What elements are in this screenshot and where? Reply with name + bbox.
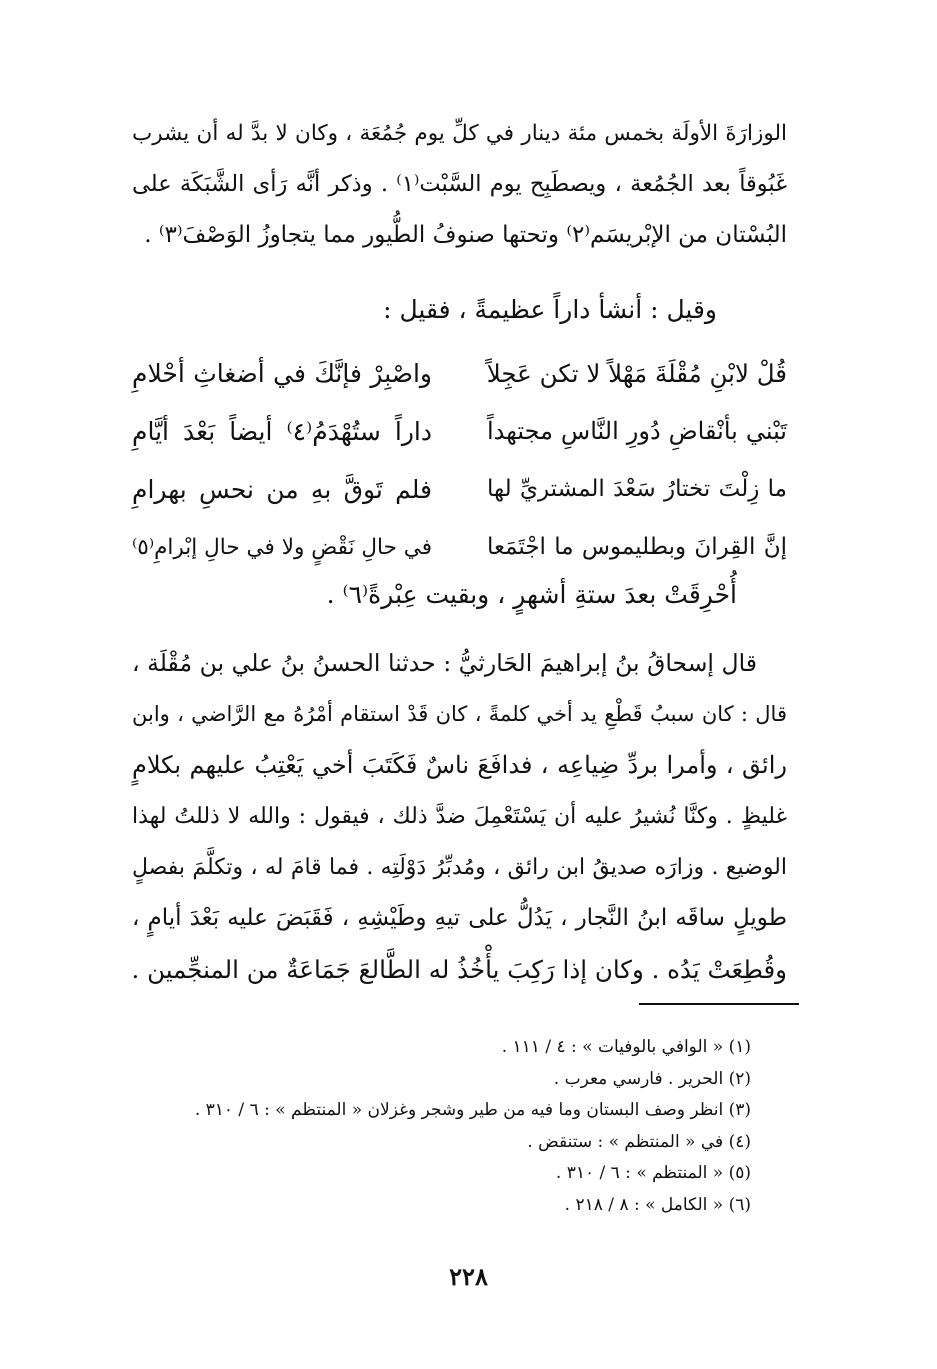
footnotes (131, 1032, 751, 1221)
footnote: (٣) انظر وصف البستان وما فيه من طير وشجر وغزلان « المنتظم » : ٦ / ٣١٠ . (194, 1100, 751, 1120)
footnote: (٤) في « المنتظم » : ستنقض . (527, 1131, 751, 1152)
text-line: قال : كان سببُ قَطْعِ يد أخي كلمةً ، كان قَدْ استقام أمْرُهُ مع الرَّاضي ، وابن (132, 702, 787, 726)
text-line: الوضيع . وزارَه صديقُ ابن رائق ، ومُدبِّرُ دَوْلَتِه . فما قامَ له ، وتكلَّمَ بفصلٍ (132, 855, 787, 880)
verse-first-hemistich: قُلْ لابْنِ مُقْلَةَ مَهْلاً لا تكن عَجِلاً (486, 358, 787, 388)
text-line: وقُطِعَتْ يَدُه . وكان إذا رَكِبَ يأْخُذُ له الطَّالعَ جَمَاعَةٌ من المنجِّمين . (131, 955, 787, 984)
paragraph-3 (132, 638, 787, 995)
text-line: طويلٍ ساقَه ابنُ النَّجار ، يَدُلُّ على تيهِ وطَيْشِهِ ، فَقَبَضَ عليه بَعْدَ أيامٍ ، (132, 905, 787, 931)
paragraph-1 (132, 108, 787, 261)
footnote: (١) « الوافي بالوفيات » : ٤ / ١١١ . (501, 1037, 751, 1057)
footnote: (٢) الحرير . فارسي معرب . (553, 1068, 751, 1089)
text-line: البُسْتان من الإبْريسَم⁽٢⁾ وتحتها صنوفُ الطُّيور مما يتجاوزُ الوَصْفَ⁽٣⁾ . (144, 222, 787, 248)
poem-verse (132, 344, 787, 402)
text-line: قال إسحاقُ بنُ إبراهيمَ الحَارثيُّ : حدثنا الحسنُ بنُ علي بن مُقْلَة ، (132, 649, 757, 677)
verse-first-hemistich: تَبْني بأنْقاضِ دُورِ النَّاسِ مجتهداً (487, 417, 787, 445)
text-line: غليظٍ . وكنَّا نُشيرُ عليه أن يَسْتَعْمِلَ ضدَّ ذلك ، فيقول : والله لا ذللتُ لهذا (132, 804, 787, 829)
after-poem-line: أُحْرِقَتْ بعدَ ستةِ أشهرٍ ، وبقيت عِبْرةً⁽٦⁾ . (326, 580, 737, 609)
poem-verse (132, 402, 787, 460)
page-number: ٢٢٨ (449, 1262, 488, 1291)
poem-verse (132, 460, 787, 518)
verse-first-hemistich: ما زِلْتَ تختارُ سَعْدَ المشتريِّ لها (487, 476, 787, 502)
footnote-separator (639, 1003, 799, 1005)
poem-verse (132, 518, 787, 576)
footnote: (٦) « الكامل » : ٨ / ٢١٨ . (564, 1194, 751, 1215)
text-line: الوزارَةَ الأولَة بخمس مئة دينار في كلِّ يوم جُمُعَة ، وكان لا بدَّ له أن يشرب (132, 121, 787, 146)
text-line: رائق ، وأمرا بردِّ ضِياعِه ، فدافَعَ ناسٌ فَكَتَبَ أخي يَعْتِبُ عليهم بكلامٍ (132, 751, 787, 779)
verse-second-hemistich: في حالِ نَقْضٍ ولا في حالِ إبْرامِ⁽٥⁾ (132, 534, 432, 560)
paragraph-2 (132, 284, 787, 335)
poem (132, 344, 787, 576)
verse-second-hemistich: داراً ستُهْدَمُ⁽٤⁾ أيضاً بَعْدَ أيَّامِ (132, 416, 432, 446)
text-line: وقيل : أنشأ داراً عظيمةً ، فقيل : (383, 295, 717, 324)
text-line: غَبُوقاً بعد الجُمُعة ، ويصطَبِح يوم السَّبْت⁽١⁾ . وذكر أنَّه رَأى الشَّبَكَة على (132, 171, 787, 197)
verse-second-hemistich: فلم تَوقَّ بهِ من نحسِ بهرامِ (132, 474, 432, 504)
verse-second-hemistich: واصْبِرْ فإنَّكَ في أضغاثِ أحْلامِ (132, 358, 432, 388)
verse-first-hemistich: إنَّ القِرانَ وبطليموس ما اجْتَمَعا (487, 534, 787, 560)
footnote: (٥) « المنتظم » : ٦ / ٣١٠ . (555, 1163, 751, 1183)
